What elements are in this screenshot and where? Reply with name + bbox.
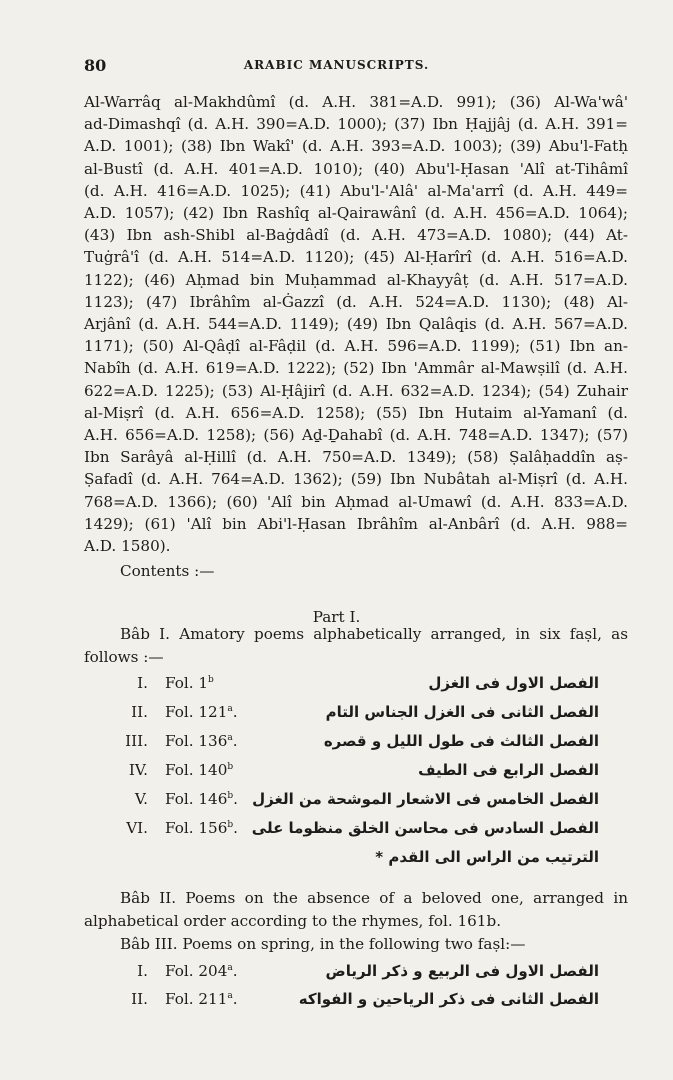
entry-folio [165, 819, 238, 837]
entry-arabic-title: الفصل الثانى فى الغزل الجناس التام [325, 703, 599, 721]
entry-numeral: III. [125, 732, 148, 750]
folio-number: Fol. 156 [165, 819, 228, 837]
folio-side: b [227, 790, 234, 801]
entry-numeral: IV. [128, 761, 148, 779]
entry-folio [165, 990, 238, 1008]
entry-arabic-title: الفصل الثالث فى طول الليل و قصره [323, 732, 599, 750]
paragraph-line: Tuġrâ'î (d. A.H. 514=A.D. 1120); (45) Al-Ḥarîrî (d. A.H. 516=A.D. [84, 248, 628, 267]
paragraph-line: Al-Warrâq al-Makhdûmî (d. A.H. 381=A.D. 991); (36) Al-Wa'wâ' [84, 93, 628, 111]
bab1-continuation: الترتيب من الراس الى القدم * [375, 848, 599, 866]
entry-folio [165, 703, 238, 721]
folio-punct: . [233, 790, 238, 808]
part-title: Part I. [312, 608, 361, 626]
folio-number: Fol. 121 [165, 703, 228, 721]
paragraph-line: 1122); (46) Aḥmad bin Muḥammad al-Khayyâṭ (d. A.H. 517=A.D. [84, 270, 628, 289]
entry-numeral: II. [131, 990, 148, 1008]
entry-numeral: I. [137, 674, 148, 692]
entry-arabic-title: الفصل الاول فى الغزل [428, 674, 599, 692]
bab1-intro-cont: follows :— [84, 648, 164, 666]
entry-arabic-title: الفصل الخامس فى الاشعار الموشحة من الغزل [252, 790, 599, 808]
paragraph-line: al-Bustî (d. A.H. 401=A.D. 1010); (40) Abu'l-Ḥasan 'Alî at-Tihâmî [84, 159, 628, 178]
bab3-intro: Bâb III. Poems on spring, in the following two faṣl:— [120, 935, 526, 953]
folio-number: Fol. 136 [165, 732, 228, 750]
paragraph-line: A.H. 656=A.D. 1258); (56) Aḏ-Ḏahabî (d. A.H. 748=A.D. 1347); (57) [84, 426, 628, 444]
folio-side: a [227, 990, 233, 1001]
entry-arabic-title: الفصل الثانى فى ذكر الرياحين و الفواكه [298, 990, 599, 1008]
folio-number: Fol. 204 [165, 962, 228, 980]
entry-folio [165, 790, 238, 808]
paragraph-line: ad-Dimashqî (d. A.H. 390=A.D. 1000); (37) Ibn Ḥajjâj (d. A.H. 391= [84, 115, 628, 134]
folio-punct: . [232, 732, 238, 750]
folio-number: Fol. 1 [165, 674, 209, 692]
paragraph-line: Nabîh (d. A.H. 619=A.D. 1222); (52) Ibn 'Ammâr al-Mawṣilî (d. A.H. [84, 359, 628, 378]
folio-side: b [208, 674, 214, 685]
paragraph-line: Ibn Sarâyâ al-Ḥillî (d. A.H. 750=A.D. 1349); (58) Ṣalâḥaddîn aṣ- [84, 448, 628, 467]
folio-number: Fol. 211 [165, 990, 228, 1008]
folio-punct: . [232, 703, 238, 721]
entry-numeral: V. [134, 790, 148, 808]
folio-side: a [227, 703, 233, 714]
paragraph-line: 768=A.D. 1366); (60) 'Alî bin Aḥmad al-Umawî (d. A.H. 833=A.D. [84, 492, 628, 511]
entry-numeral: I. [137, 962, 148, 980]
folio-side: b [227, 761, 234, 772]
paragraph-line: A.D. 1580). [84, 537, 171, 555]
entry-numeral: VI. [126, 819, 148, 837]
folio-number: Fol. 140 [165, 761, 228, 779]
paragraph-line: A.D. 1001); (38) Ibn Wakî' (d. A.H. 393=A.D. 1003); (39) Abu'l-Fatḥ [84, 137, 628, 156]
paragraph-line: (d. A.H. 416=A.D. 1025); (41) Abu'l-'Alâ' al-Ma'arrî (d. A.H. 449= [84, 181, 628, 200]
bab1-intro: Bâb I. Amatory poems alphabetically arranged, in six faṣl, as [120, 625, 628, 643]
entry-arabic-title: الفصل الاول فى الربيع و ذكر الرياض [325, 962, 599, 980]
entry-folio [165, 674, 214, 692]
folio-punct: . [232, 962, 238, 980]
folio-side: b [227, 819, 234, 830]
folio-punct: . [232, 990, 238, 1008]
contents-label: Contents :— [120, 562, 215, 580]
paragraph-line: Arjânî (d. A.H. 544=A.D. 1149); (49) Ibn Qalâqis (d. A.H. 567=A.D. [84, 315, 628, 333]
bab2-text-cont: alphabetical order according to the rhymes, fol. 161b. [84, 912, 502, 930]
entry-numeral: II. [131, 703, 148, 721]
paragraph-line: A.D. 1057); (42) Ibn Rashîq al-Qairawânî (d. A.H. 456=A.D. 1064); [84, 204, 628, 222]
entry-arabic-title: الفصل السادس فى محاسن الخلق منظوما على [251, 819, 599, 837]
folio-side: a [227, 962, 233, 973]
paragraph-line: al-Miṣrî (d. A.H. 656=A.D. 1258); (55) Ibn Hutaim al-Yamanî (d. [84, 403, 628, 422]
paragraph-line: (43) Ibn ash-Shibl al-Baġdâdî (d. A.H. 473=A.D. 1080); (44) At- [84, 226, 628, 245]
paragraph-line: Ṣafadî (d. A.H. 764=A.D. 1362); (59) Ibn Nubâtah al-Miṣrî (d. A.H. [84, 470, 628, 489]
paragraph-line: 1123); (47) Ibrâhîm al-Ġazzî (d. A.H. 524=A.D. 1130); (48) Al- [84, 292, 628, 311]
page-number: 80 [84, 56, 107, 75]
folio-punct: . [233, 819, 238, 837]
entry-folio [165, 962, 238, 980]
folio-side: a [227, 732, 233, 743]
folio-number: Fol. 146 [165, 790, 228, 808]
paragraph-line: 1429); (61) 'Alî bin Abi'l-Ḥasan Ibrâhîm al-Anbârî (d. A.H. 988= [84, 514, 628, 533]
entry-arabic-title: الفصل الرابع فى الطيف [418, 761, 599, 779]
paragraph-line: 1171); (50) Al-Qâḍî al-Fâḍil (d. A.H. 596=A.D. 1199); (51) Ibn an- [84, 337, 628, 356]
entry-folio [165, 732, 238, 750]
bab2-text: Bâb II. Poems on the absence of a beloved one, arranged in [120, 889, 628, 907]
entry-folio [165, 761, 233, 779]
running-head: ARABIC MANUSCRIPTS. [243, 58, 430, 72]
paragraph-line: 622=A.D. 1225); (53) Al-Ḥâjirî (d. A.H. 632=A.D. 1234); (54) Zuhair [84, 381, 628, 400]
